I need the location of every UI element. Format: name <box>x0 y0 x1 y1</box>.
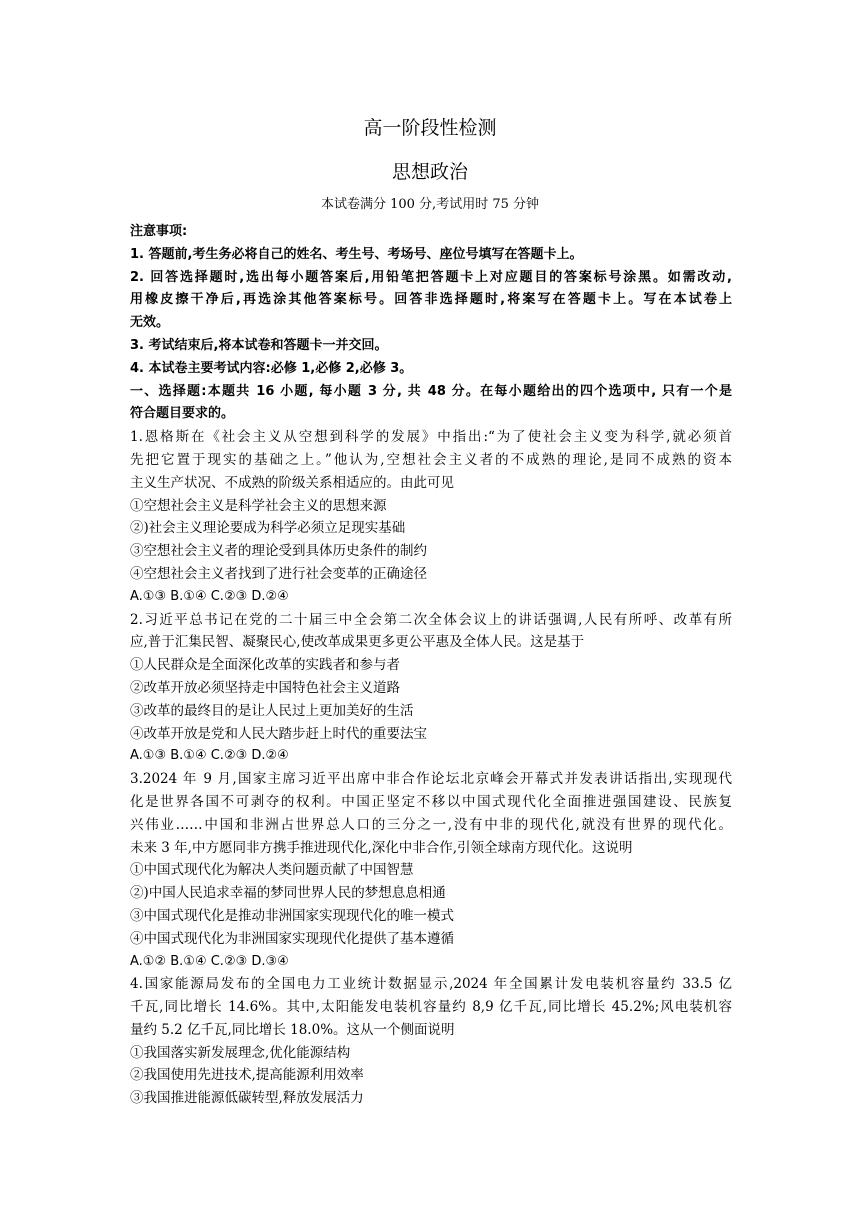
notice-line: 1. 答题前,考生务必将自己的姓名、考生号、考场号、座位号填写在答题卡上。 <box>130 246 583 262</box>
notice-line: 用橡皮擦干净后,再选涂其他答案标号。回答非选择题时,将案写在答题卡上。写在本试卷上 <box>130 292 732 308</box>
answer-choices: A.①② B.①④ C.②③ D.③④ <box>130 953 289 969</box>
question-option: ④改革开放是党和人民大踏步赶上时代的重要法宝 <box>130 725 427 742</box>
question-stem: 1.恩格斯在《社会主义从空想到科学的发展》中指出:“为了使社会主义变为科学,就必须首 <box>130 429 732 446</box>
question-stem: 主义生产状况、不成熟的阶级关系相适应的。由此可见 <box>130 474 454 491</box>
question-option: ③我国推进能源低碳转型,释放发展活力 <box>130 1090 364 1107</box>
question-4 <box>130 973 732 1110</box>
question-option: ②我国使用先进技术,提高能源利用效率 <box>130 1067 364 1084</box>
question-stem: 兴伟业……中国和非洲占世界总人口的三分之一,没有中非的现代化,就没有世界的现代化。 <box>130 816 732 833</box>
question-option: ①中国式现代化为解决人类问题贡献了中国智慧 <box>130 862 414 879</box>
question-stem: 未来 3 年,中方愿同非方携手推进现代化,深化中非合作,引领全球南方现代化。这说明 <box>130 839 633 856</box>
question-stem: 先把它置于现实的基础之上。”他认为,空想社会主义者的不成熟的理论,是同不成熟的资本 <box>130 451 732 468</box>
notice-line: 4. 本试卷主要考试内容:必修 1,必修 2,必修 3。 <box>130 360 413 376</box>
answer-choices: A.①③ B.①④ C.②③ D.②④ <box>130 588 289 604</box>
question-stem: 量约 5.2 亿千瓦,同比增长 18.0%。这从一个侧面说明 <box>130 1021 455 1038</box>
notice-line: 3. 考试结束后,将本试卷和答题卡一并交回。 <box>130 337 388 353</box>
question-option: ②改革开放必须坚持走中国特色社会主义道路 <box>130 679 400 696</box>
section-heading: 符合题目要求的。 <box>130 406 235 422</box>
question-2 <box>130 609 732 769</box>
exam-title: 高一阶段性检测 <box>363 117 497 139</box>
subject-title: 思想政治 <box>391 161 468 183</box>
question-option: ①我国落实新发展理念,优化能源结构 <box>130 1044 351 1061</box>
question-option: ②)社会主义理论要成为科学必须立足现实基础 <box>130 520 406 537</box>
question-stem: 千瓦,同比增长 14.6%。其中,太阳能发电装机容量约 8,9 亿千瓦,同比增长 45.2%;风电装机容 <box>130 999 732 1016</box>
question-option: ③中国式现代化是推动非洲国家实现现代化的唯一模式 <box>130 907 454 924</box>
exam-info: 本试卷满分 100 分,考试用时 75 分钟 <box>320 197 540 212</box>
question-option: ①空想社会主义是科学社会主义的思想来源 <box>130 497 387 514</box>
question-3 <box>130 768 732 973</box>
notice-line: 无效。 <box>130 315 170 331</box>
question-stem: 化是世界各国不可剥夺的权利。中国正坚定不移以中国式现代化全面推进强国建设、民族复 <box>130 793 732 810</box>
question-1 <box>130 426 732 608</box>
question-option: ①人民群众是全面深化改革的实践者和参与者 <box>130 657 400 674</box>
question-stem: 应,普于汇集民智、凝聚民心,使改革成果更多更公平惠及全体人民。这是基于 <box>130 634 585 651</box>
question-stem: 4.国家能源局发布的全国电力工业统计数据显示,2024 年全国累计发电装机容量约 33.5 亿 <box>130 976 732 993</box>
question-option: ④空想社会主义者找到了进行社会变革的正确途径 <box>130 565 427 582</box>
notice-heading: 注意事项: <box>130 224 188 239</box>
question-option: ④中国式现代化为非洲国家实现现代化提供了基本遵循 <box>130 930 454 947</box>
question-option: ②)中国人民追求幸福的梦同世界人民的梦想息息相通 <box>130 885 446 902</box>
answer-choices: A.①③ B.①④ C.②③ D.②④ <box>130 748 289 764</box>
question-stem: 2.习近平总书记在党的二十届三中全会第二次全体会议上的讲话强调,人民有所呼、改革有所 <box>130 611 732 628</box>
question-option: ③改革的最终目的是让人民过上更加美好的生活 <box>130 702 414 719</box>
question-option: ③空想社会主义者的理论受到具体历史条件的制约 <box>130 543 427 560</box>
exam-content <box>130 221 732 1110</box>
notice-line: 2. 回答选择题时,选出每小题答案后,用铅笔把答题卡上对应题目的答案标号涂黑。如需改动, <box>130 269 732 285</box>
question-stem: 3.2024 年 9 月,国家主席习近平出席中非合作论坛北京峰会开幕式并发表讲话指出,实现现代 <box>130 771 732 788</box>
section-heading: 一、选择题:本题共 16 小题, 每小题 3 分, 共 48 分。在每小题给出的四个选项中, 只有一个是 <box>130 383 732 399</box>
